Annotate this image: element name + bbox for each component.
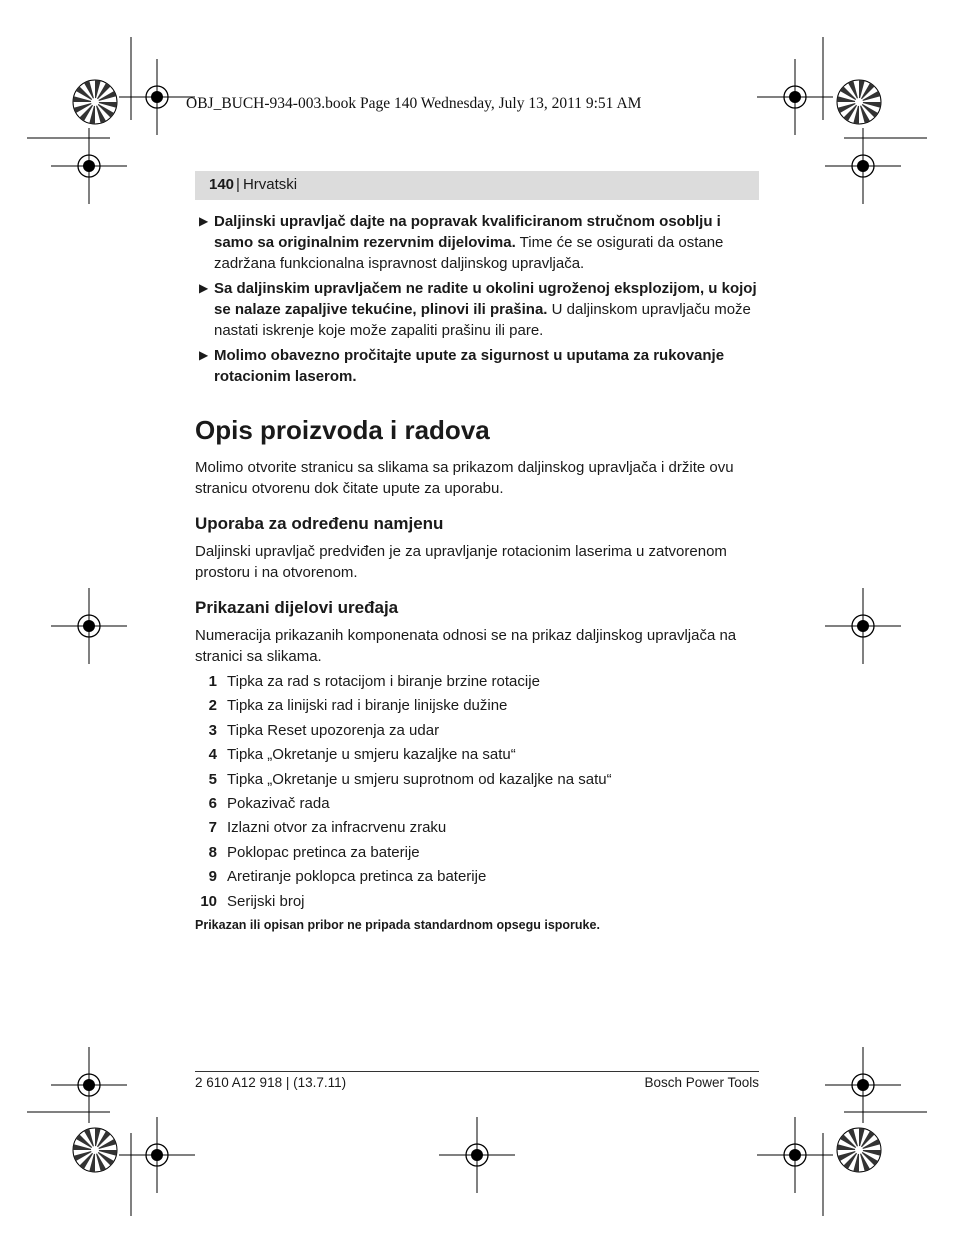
use-text: Daljinski upravljač predviđen je za upravljanje rotacionim laserima u zatvorenom prostoru i na otvorenom. — [195, 543, 727, 581]
section-intro: Molimo otvorite stranicu sa slikama sa prikazom daljinskog upravljača i držite ovu stranicu otvorenu dok čitate upute za uporabu. — [195, 459, 734, 497]
use-heading: Uporaba za određenu namjenu — [195, 514, 444, 533]
list-item — [195, 695, 760, 719]
footer-brand: Bosch Power Tools — [644, 1075, 759, 1090]
item-number: 2 — [208, 697, 217, 715]
page-header-content — [209, 176, 297, 193]
print-slug-line: OBJ_BUCH-934-003.book Page 140 Wednesday, July 13, 2011 9:51 AM — [186, 95, 642, 112]
item-number: 1 — [208, 673, 217, 690]
bullet-triangle-icon: ▶ — [199, 348, 209, 362]
list-item — [195, 671, 760, 695]
safety-warning — [195, 345, 760, 387]
item-label: Tipka za rad s rotacijom i biranje brzine rotacije — [227, 673, 540, 690]
warning-bold-text: Molimo obavezno pročitajte upute za sigurnost u uputama za rukovanje rotacionim laserom. — [214, 347, 725, 385]
warning-text: Time će se osigurati da ostane zadržana funkcionalna ispravnost daljinskog upravljača. — [214, 234, 724, 272]
item-number: 8 — [208, 843, 217, 861]
item-label: Tipka „Okretanje u smjeru suprotnom od kazaljke na satu“ — [227, 770, 612, 788]
bullet-triangle-icon: ▶ — [199, 281, 209, 295]
warning-bold-text: Sa daljinskim upravljačem ne radite u okolini ugroženoj eksplozijom, u kojoj se nalaze zapaljive tekućine, plinovi ili prašina. — [214, 280, 757, 318]
warning-text: U daljinskom upravljaču može nastati iskrenje koje može zapaliti prašinu ili pare. — [214, 301, 751, 339]
footer-divider — [195, 1071, 759, 1072]
list-item — [195, 720, 760, 744]
footer-doc-number: 2 610 A12 918 | (13.7.11) — [195, 1075, 347, 1090]
list-item — [195, 744, 760, 768]
item-label: Aretiranje poklopca pretinca za baterije — [227, 868, 487, 886]
page-content — [195, 211, 760, 936]
parts-intro: Numeracija prikazanih komponenata odnosi se na prikaz daljinskog upravljača na stranici sa slikama. — [195, 627, 737, 665]
list-item — [195, 793, 760, 817]
warning-bold-text: Daljinski upravljač dajte na popravak kvalificiranom stručnom osoblju i samo sa originalnim rezervnim dijelovima. — [214, 213, 721, 251]
item-number: 6 — [208, 794, 217, 812]
item-number: 10 — [200, 892, 217, 910]
item-number: 3 — [208, 721, 217, 739]
safety-warning — [195, 278, 760, 341]
language-label: Hrvatski — [242, 176, 298, 193]
page-header — [195, 171, 759, 200]
list-item — [195, 769, 760, 793]
item-number: 9 — [208, 868, 217, 886]
item-number: 4 — [208, 746, 217, 764]
accessory-note: Prikazan ili opisan pribor ne pripada standardnom opsegu isporuke. — [195, 917, 600, 932]
list-item — [195, 866, 760, 890]
section-title: Opis proizvoda i radova — [195, 415, 490, 445]
item-number: 5 — [208, 770, 217, 788]
parts-list — [195, 671, 760, 915]
bullet-triangle-icon: ▶ — [199, 214, 209, 228]
item-label: Pokazivač rada — [227, 794, 330, 812]
item-label: Poklopac pretinca za baterije — [227, 843, 420, 861]
page-number: 140 — [209, 176, 235, 193]
list-item — [195, 842, 760, 866]
item-label: Izlazni otvor za infracrvenu zraku — [227, 819, 447, 837]
parts-heading: Prikazani dijelovi uređaja — [195, 598, 399, 617]
item-label: Serijski broj — [227, 892, 305, 910]
item-label: Tipka Reset upozorenja za udar — [227, 721, 440, 739]
item-label: Tipka za linijski rad i biranje linijske dužine — [227, 697, 508, 715]
item-label: Tipka „Okretanje u smjeru kazaljke na satu“ — [227, 746, 516, 764]
list-item — [195, 891, 760, 915]
header-separator: | — [236, 176, 240, 193]
safety-warning — [195, 211, 760, 274]
list-item — [195, 817, 760, 841]
item-number: 7 — [208, 819, 217, 837]
